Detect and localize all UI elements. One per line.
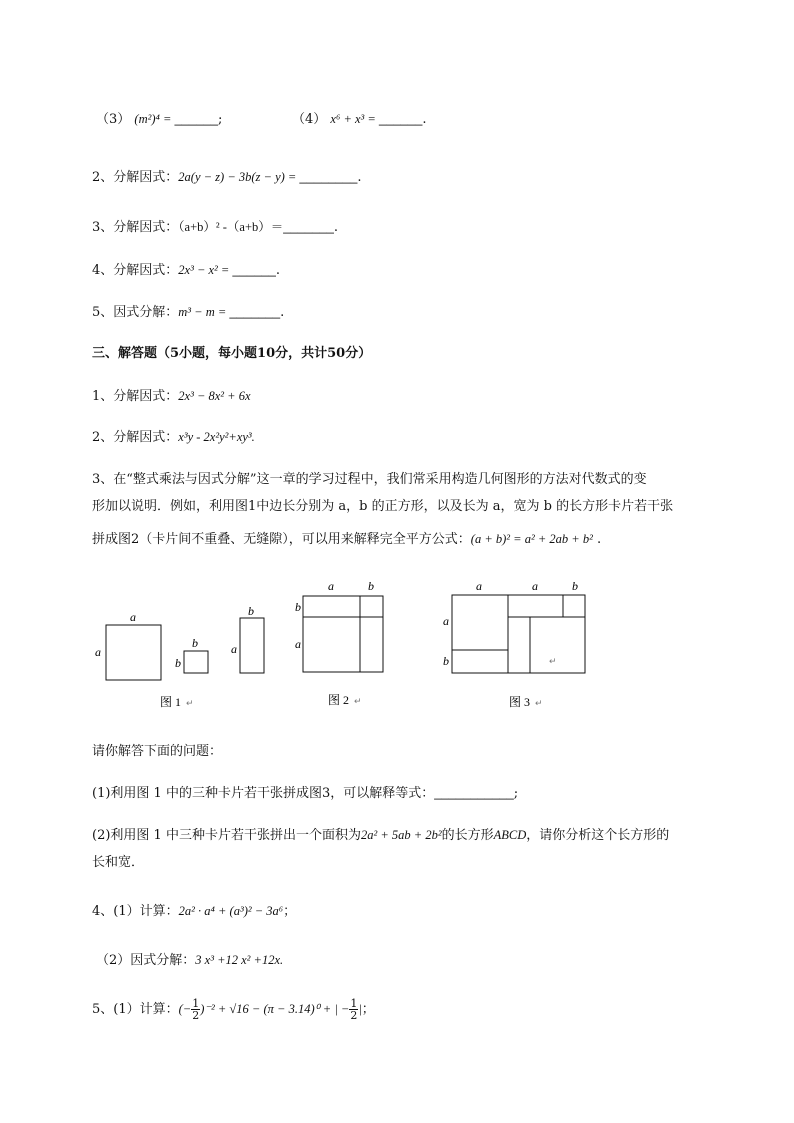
s3-q5-fraction-2	[349, 998, 358, 1021]
s3-q3-line2: 形加以说明．例如，利用图1中边长分别为 a，b 的正方形，以及长为 a，宽为 b 的长方形卡片若干张	[92, 499, 674, 514]
fig3-outer-rectangle	[452, 595, 585, 673]
fig3-caption: 图 3	[509, 695, 531, 709]
fig1-b-top: b	[192, 636, 198, 650]
s3-q4-sub2-label: （2）因式分解：	[96, 953, 196, 968]
s3-sub1-answer-blank[interactable]: ___________	[434, 785, 514, 800]
p2-end: .	[357, 170, 362, 185]
fig3-a-top-1: a	[476, 579, 482, 593]
q4-answer-blank[interactable]: ______	[378, 111, 423, 126]
fig1-b-left: b	[175, 656, 181, 670]
s3-sub2-text-a: (2)利用图 1 中三种卡片若干张拼出一个面积为	[92, 828, 361, 843]
section3-heading: 三、解答题（5小题，每小题10分，共计50分）	[92, 346, 372, 361]
fig2-caption: 图 2	[328, 693, 350, 707]
p3-answer-blank[interactable]: _______	[283, 219, 334, 234]
fig2-a-top: a	[328, 579, 334, 593]
s3-q4-expression: 2a² · a⁴ + (a³)² − 3a⁶	[178, 904, 284, 918]
p5-end: .	[280, 305, 285, 320]
s3-sub1-line	[92, 782, 518, 801]
p3-end: .	[333, 220, 339, 235]
fig3-return-mark-inner: ↵	[549, 656, 557, 666]
s3-q2-line	[92, 426, 255, 445]
p5-answer-blank[interactable]: _______	[229, 304, 281, 319]
p4-label: 4、分解因式：	[92, 263, 179, 278]
geometry-figures	[0, 575, 794, 715]
s3-q4-label: 4、(1）计算：	[92, 904, 179, 919]
s3-q3-line3-end: .	[592, 532, 602, 547]
fig3-b-left: b	[443, 654, 449, 668]
s3-q5-end: ；	[361, 1002, 375, 1017]
perfect-square-formula: (a + b)² = a² + 2ab + b²	[470, 532, 593, 546]
s3-q1-label: 1、分解因式：	[92, 389, 179, 404]
s3-q4-sub2-expression: 3 x³ +12 x² +12x.	[195, 953, 284, 967]
fig2-return-mark: ↵	[354, 696, 362, 706]
s3-q5-part3: |	[358, 1002, 362, 1016]
s3-q4-line	[92, 900, 296, 919]
p5-expression: m³ − m =	[178, 305, 230, 319]
s3-q1-expression: 2x³ − 8x² + 6x	[178, 389, 251, 403]
p3-expression: （a+b）² -（a+b）＝	[178, 220, 284, 234]
p2-expression: 2a(y − z) − 3b(z − y) =	[178, 170, 300, 184]
fig1-return-mark: ↵	[186, 698, 194, 708]
s3-sub2-expression: 2a² + 5ab + 2b²	[360, 828, 442, 842]
p5-label: 5、因式分解：	[92, 305, 179, 320]
s3-q5-label: 5、(1）计算：	[92, 1002, 179, 1017]
p4-expression: 2x³ − x² =	[178, 263, 233, 277]
s3-sub2-line	[92, 824, 669, 843]
fig1-a-left: a	[95, 645, 101, 659]
fig1-square-b	[184, 651, 208, 673]
q3-end: ;	[217, 112, 223, 127]
q3-answer-blank[interactable]: ______	[174, 111, 218, 126]
s3-q5-fraction-1	[191, 998, 200, 1021]
fig1-rect-b: b	[248, 604, 254, 618]
fill-p2-line	[92, 166, 361, 185]
s3-q5-frac1-numerator: 1	[192, 997, 200, 1010]
fig1-rectangle-ab	[240, 618, 264, 673]
s3-q4-end: ；	[283, 904, 297, 919]
fig2-a-left: a	[295, 637, 301, 651]
s3-sub2-abcd: ABCD	[493, 828, 527, 842]
fig3-b-top: b	[572, 579, 578, 593]
s3-q5-frac2-numerator: 1	[350, 997, 358, 1010]
q4-expression: x⁶ + x³ =	[330, 112, 379, 126]
fill-p3-line	[92, 216, 338, 235]
p4-end: .	[275, 263, 281, 278]
fig2-b-top: b	[368, 579, 374, 593]
s3-q3-line3-text: 拼成图2（卡片间不重叠、无缝隙），可以用来解释完全平方公式：	[92, 532, 471, 547]
q4-end: .	[422, 112, 427, 127]
p4-answer-blank[interactable]: ______	[232, 262, 276, 277]
s3-sub2-text-b: 的长方形	[441, 828, 494, 843]
s3-sub2-line2: 长和宽．	[92, 855, 145, 870]
fig1-rect-a: a	[231, 642, 237, 656]
fill-p5-line	[92, 301, 284, 320]
s3-sub2-text-c: ，请你分析这个长方形的	[526, 828, 670, 843]
s3-q4-sub2-line	[96, 949, 283, 968]
q3-label: （3）	[96, 112, 131, 127]
p2-label: 2、分解因式：	[92, 170, 179, 185]
fill-p4-line	[92, 259, 280, 278]
s3-q2-label: 2、分解因式：	[92, 430, 179, 445]
fig1-a-top: a	[130, 610, 136, 624]
fill-q3-q4-line	[96, 108, 222, 127]
s3-q3-line3	[92, 528, 601, 547]
figure-3	[452, 595, 585, 673]
s3-prompt: 请你解答下面的问题：	[92, 744, 223, 759]
fig3-a-top-2: a	[532, 579, 538, 593]
s3-q1-line	[92, 385, 251, 404]
fig3-return-mark: ↵	[535, 698, 543, 708]
fig2-b-left: b	[295, 600, 301, 614]
figure-2	[303, 596, 383, 672]
q4-label: （4）	[292, 112, 327, 127]
q3-expression: (m²)⁴ =	[134, 112, 175, 126]
fig3-a-left: a	[443, 614, 449, 628]
fill-q4-line	[292, 108, 427, 127]
s3-q5-part1: (−	[178, 1002, 192, 1016]
s3-q5-frac1-denominator: 2	[192, 1009, 200, 1022]
s3-q5-part2: )⁻² + √16 − (π − 3.14)⁰ + | −	[200, 1002, 350, 1016]
fig1-caption: 图 1	[160, 695, 182, 709]
s3-q5-frac2-denominator: 2	[350, 1009, 358, 1022]
s3-sub1-end: ;	[513, 786, 519, 801]
s3-q3-line1: 3、在“整式乘法与因式分解”这一章的学习过程中，我们常采用构造几何图形的方法对代数式的变	[92, 472, 647, 487]
p2-answer-blank[interactable]: ________	[299, 169, 358, 184]
s3-sub1-text: (1)利用图 1 中的三种卡片若干张拼成图3，可以解释等式：	[92, 786, 435, 801]
figure-1	[106, 618, 264, 680]
fig1-square-a	[106, 625, 161, 680]
fig2-outer-square	[303, 596, 383, 672]
s3-q2-expression: x³y - 2x²y²+xy³.	[178, 430, 255, 444]
s3-q5-line	[92, 998, 375, 1021]
p3-label: 3、分解因式：	[92, 220, 179, 235]
